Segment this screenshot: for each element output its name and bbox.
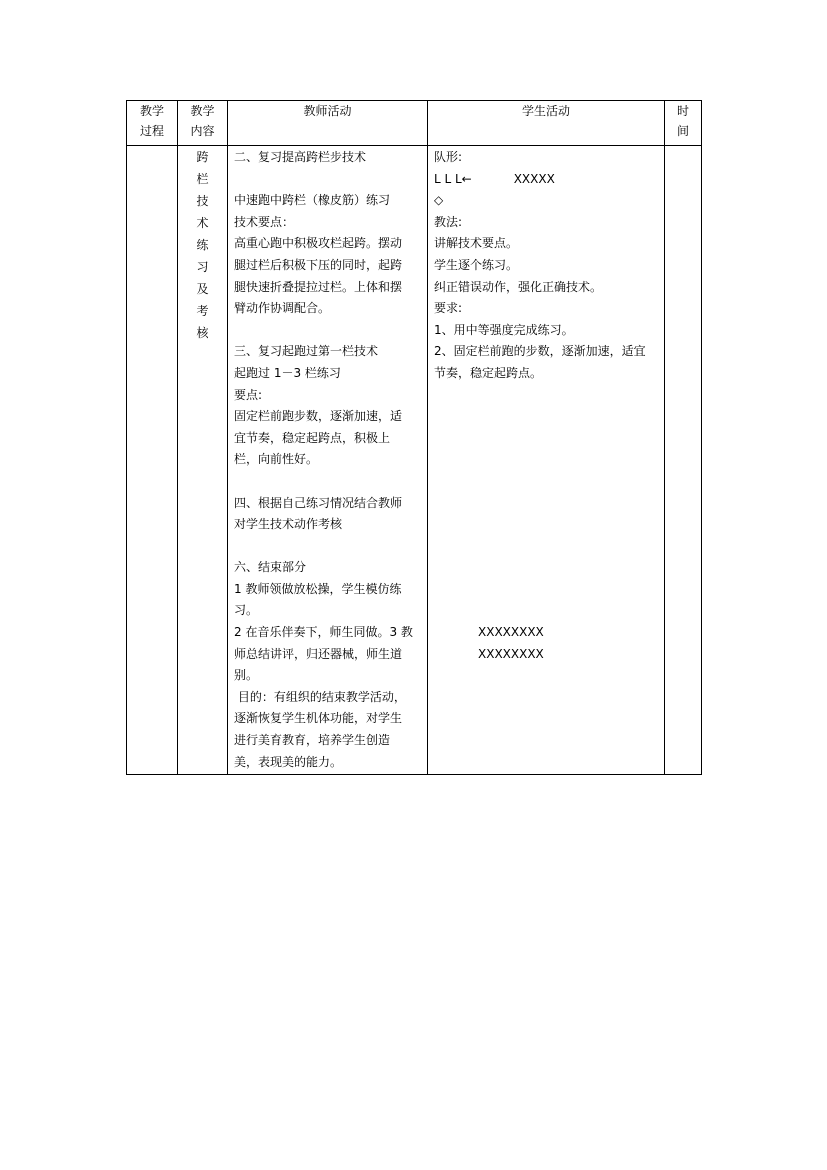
spacer	[434, 428, 664, 450]
content-char: 技	[196, 194, 209, 208]
formation-label: 队形:	[434, 150, 463, 164]
content-char: 术	[196, 216, 209, 230]
teacher-line: 起跑过 1－3 栏练习	[234, 365, 341, 380]
teacher-line: 技术要点：	[234, 214, 295, 229]
end-formation-row: XXXXXXXX	[478, 646, 544, 661]
spacer	[434, 600, 664, 622]
header-row	[127, 101, 702, 146]
content-char: 栏	[196, 172, 209, 186]
requirement-line: 1、用中等强度完成练习。	[434, 322, 574, 337]
method-label: 教法:	[434, 214, 463, 229]
method-line: 讲解技术要点。	[434, 236, 519, 251]
spacer	[434, 406, 664, 428]
teacher-line: 习。	[234, 603, 259, 618]
content-char: 跨	[196, 150, 209, 164]
end-formation-row: XXXXXXXX	[478, 625, 544, 640]
lesson-plan-table	[126, 100, 702, 775]
method-line: 学生逐个练习。	[434, 257, 519, 272]
requirement-label: 要求:	[434, 301, 463, 316]
teacher-line: 目的：有组织的结束教学活动，	[234, 689, 406, 704]
teacher-line: 固定栏前跑步数，逐渐加速，适	[234, 409, 403, 424]
teacher-line: 六、结束部分	[234, 560, 307, 575]
header-time	[665, 101, 702, 146]
teacher-line: 美，表现美的能力。	[234, 754, 343, 769]
content-char: 练	[196, 238, 209, 252]
header-teacher-label: 教师活动	[303, 104, 352, 118]
teacher-line: 师总结讲评，归还器械，师生道	[234, 646, 403, 661]
teacher-line: 中速跑中跨栏（橡皮筋）练习	[234, 193, 391, 208]
teacher-line: 栏，向前性好。	[234, 452, 319, 467]
teacher-line: 1 教师领做放松操，学生模仿练	[234, 581, 402, 596]
teacher-line: 2 在音乐伴奏下，师生同做。3 教	[234, 625, 413, 640]
process-cell	[127, 146, 178, 775]
teacher-line	[234, 320, 427, 342]
formation-row: L L L← XXXXX	[434, 171, 555, 186]
header-content-line2: 内容	[190, 124, 215, 138]
time-cell	[665, 146, 702, 775]
teacher-line: 进行美育教育，培养学生创造	[234, 733, 391, 748]
formation-mark: ◇	[434, 193, 444, 208]
spacer	[434, 536, 664, 558]
teacher-line: 逐渐恢复学生机体功能，对学生	[234, 711, 403, 726]
header-time-line1: 时	[676, 104, 689, 118]
content-char: 考	[196, 304, 209, 318]
header-time-line2: 间	[676, 124, 689, 138]
header-content	[178, 101, 228, 146]
spacer	[434, 449, 664, 471]
teacher-line: 对学生技术动作考核	[234, 517, 343, 532]
student-activity-cell	[428, 146, 665, 775]
teacher-activity-cell	[228, 146, 428, 775]
header-student	[428, 101, 665, 146]
header-student-label: 学生活动	[521, 104, 570, 118]
teacher-line	[234, 471, 427, 493]
requirement-line: 2、固定栏前跑的步数，逐渐加速，适宜	[434, 344, 646, 359]
spacer	[434, 557, 664, 579]
spacer	[434, 514, 664, 536]
header-teacher	[228, 101, 428, 146]
teacher-line: 别。	[234, 668, 259, 683]
teacher-line: 三、复习起跑过第一栏技术	[234, 344, 379, 359]
content-char: 及	[196, 282, 209, 296]
content-cell	[178, 146, 228, 775]
content-char: 习	[196, 260, 209, 274]
teacher-line: 四、根据自己练习情况结合教师	[234, 495, 403, 510]
teacher-line: 二、复习提高跨栏步技术	[234, 150, 367, 164]
teacher-line: 要点:	[234, 387, 263, 402]
spacer	[434, 493, 664, 515]
header-content-line1: 教学	[190, 104, 215, 118]
method-line: 纠正错误动作，强化正确技术。	[434, 279, 603, 294]
header-process-line1: 教学	[139, 104, 164, 118]
teacher-line: 臂动作协调配合。	[234, 301, 331, 316]
teacher-line: 高重心跑中积极攻栏起跨。摆动	[234, 236, 403, 251]
spacer	[434, 471, 664, 493]
teacher-line: 腿快速折叠提拉过栏。上体和摆	[234, 279, 403, 294]
requirement-line: 节奏，稳定起跨点。	[434, 365, 543, 380]
teacher-line	[234, 536, 427, 558]
header-process-line2: 过程	[139, 124, 164, 138]
spacer	[434, 579, 664, 601]
content-char: 核	[196, 326, 209, 340]
spacer	[434, 385, 664, 407]
header-process	[127, 101, 178, 146]
teacher-line: 腿过栏后积极下压的同时，起跨	[234, 257, 403, 272]
body-row	[127, 146, 702, 775]
teacher-line	[234, 169, 427, 191]
teacher-line: 宜节奏，稳定起跨点，积极上	[234, 430, 391, 445]
